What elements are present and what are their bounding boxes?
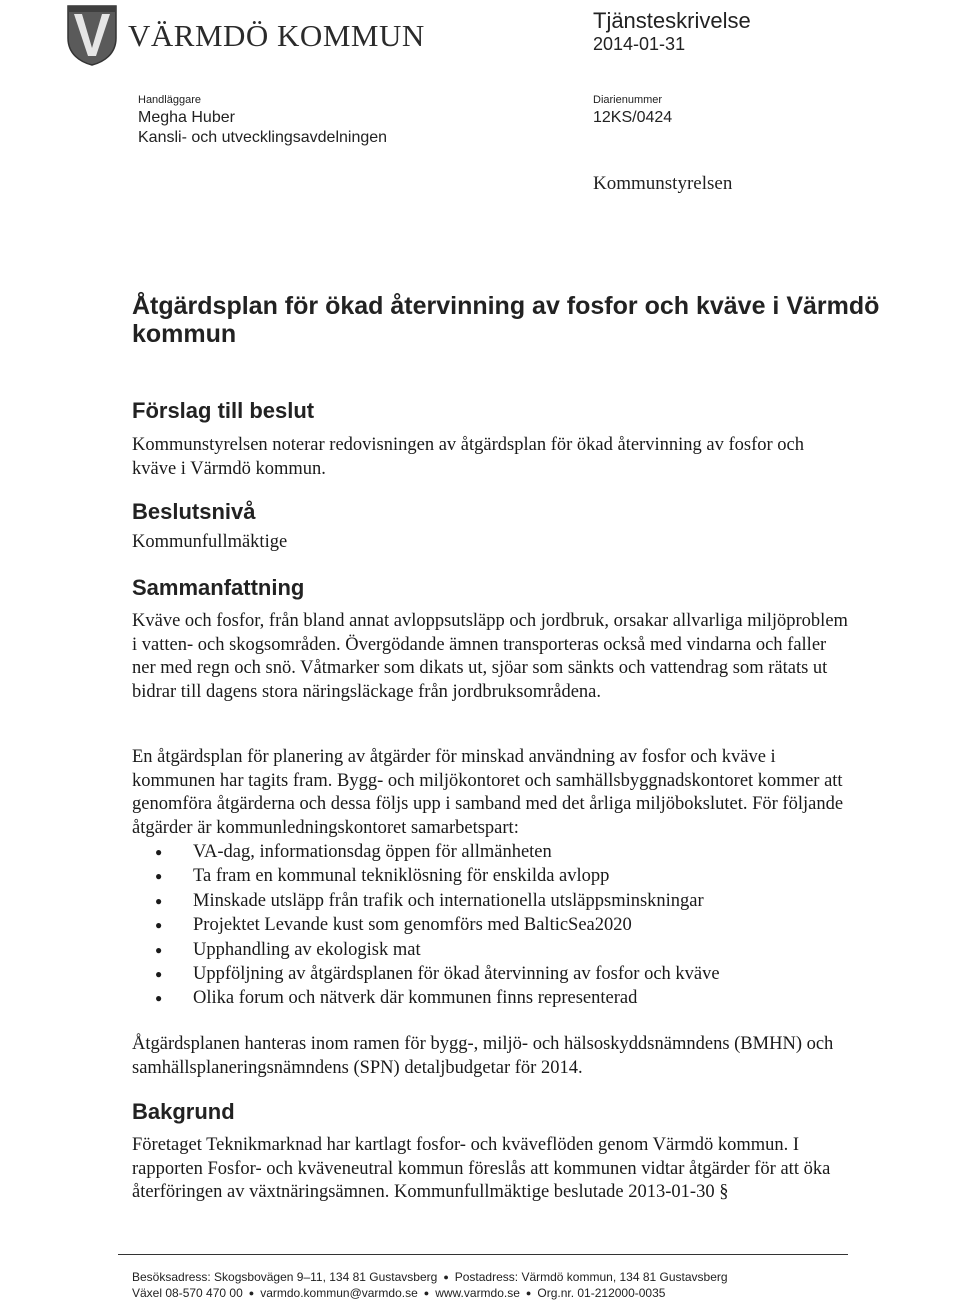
organization-number: Org.nr. 01-212000-0035 <box>537 1286 666 1300</box>
website: www.varmdo.se <box>435 1286 520 1300</box>
bullet-separator: ● <box>525 1288 532 1298</box>
list-item: ● Uppföljning av åtgärdsplanen för ökad återvinning av fosfor och kväve <box>132 962 852 986</box>
bullet-separator: ● <box>423 1288 430 1298</box>
background-text: Företaget Teknikmarknad har kartlagt fosfor- och kväveflöden genom Värmdö kommun. I rapporten Fosfor- och kväveneutral kommun föreslås att kommunen vidtar åtgärder för att öka återföringen av växtnäringsämnen. Kommunfullmäktige beslutade 2013-01-30 § <box>132 1135 831 1202</box>
list-item: ● Minskade utsläpp från trafik och internationella utsläppsminskningar <box>132 889 852 913</box>
visiting-address: Besöksadress: Skogsbovägen 9–11, 134 81 Gustavsberg <box>132 1270 438 1284</box>
proposal-text: Kommunstyrelsen noterar redovisningen av åtgärdsplan för ökad återvinning av fosfor och kväve i Värmdö kommun. <box>132 435 804 479</box>
section-heading-summary: Sammanfattning <box>132 575 305 600</box>
summary-paragraph-2: En åtgärdsplan för planering av åtgärder för minskad användning av fosfor och kväve i kommunen har tagits fram. Bygg- och miljökontoret och samhällsbyggnadskontoret kommer att genomföra åtgärderna och dessa följs upp i samband med det årliga miljöbokslutet. För följande åtgärder är kommunledningskontoret samarbetspart: <box>132 747 844 838</box>
organization-name: VÄRMDÖ KOMMUN <box>128 18 425 53</box>
phone-number: Växel 08-570 470 00 <box>132 1286 243 1300</box>
section-heading-background: Bakgrund <box>132 1099 235 1124</box>
recipient: Kommunstyrelsen <box>593 173 733 194</box>
bullet-separator: ● <box>443 1272 449 1282</box>
list-item: ● Olika forum och nätverk där kommunen finns representerad <box>132 986 852 1010</box>
section-heading-proposal: Förslag till beslut <box>132 398 315 423</box>
footer-address-line <box>132 1270 728 1284</box>
registration-number: 12KS/0424 <box>593 109 673 126</box>
handler-department: Kansli- och utvecklingsavdelningen <box>138 129 388 146</box>
decision-level-text: Kommunfullmäktige <box>132 532 288 552</box>
document-date: 2014-01-31 <box>593 34 686 54</box>
page-title: Åtgärdsplan för ökad återvinning av fosfor och kväve i Värmdö kommun <box>132 292 880 348</box>
list-item: ● VA-dag, informationsdag öppen för allmänheten <box>132 840 852 864</box>
bullet-separator: ● <box>248 1288 255 1298</box>
list-item: ● Ta fram en kommunal tekniklösning för enskilda avlopp <box>132 864 852 888</box>
footer-contact-line <box>132 1286 665 1300</box>
registration-number-label: Diarienummer <box>593 94 663 106</box>
list-item: ● Upphandling av ekologisk mat <box>132 938 852 962</box>
footer-divider <box>118 1254 848 1255</box>
document-type: Tjänsteskrivelse <box>593 8 751 33</box>
municipality-logo <box>66 4 118 66</box>
section-heading-decision-level: Beslutsnivå <box>132 499 256 524</box>
list-item: ● Projektet Levande kust som genomförs med BalticSea2020 <box>132 913 852 937</box>
email-address: varmdo.kommun@varmdo.se <box>260 1286 418 1300</box>
handler-label: Handläggare <box>138 94 201 106</box>
handler-name: Megha Huber <box>138 109 235 126</box>
summary-paragraph-3: Åtgärdsplanen hanteras inom ramen för bygg-, miljö- och hälsoskyddsnämndens (BMHN) och samhällsplaneringsnämndens (SPN) detaljbudgetar för 2014. <box>132 1034 834 1078</box>
measures-list <box>132 840 852 1011</box>
summary-paragraph-1: Kväve och fosfor, från bland annat avloppsutsläpp och jordbruk, orsakar allvarliga miljöproblem i vatten- och skogsområden. Övergödande ämnen transporteras också med vindarna och faller ner med regn och snö. Våtmarker som dikats ut, sjöar som sänkts och vattendrag som rätats ut bidrar till dagens stora näringsläckage från jordbruksområdena. <box>132 611 848 702</box>
postal-address: Postadress: Värmdö kommun, 134 81 Gustavsberg <box>454 1270 728 1284</box>
